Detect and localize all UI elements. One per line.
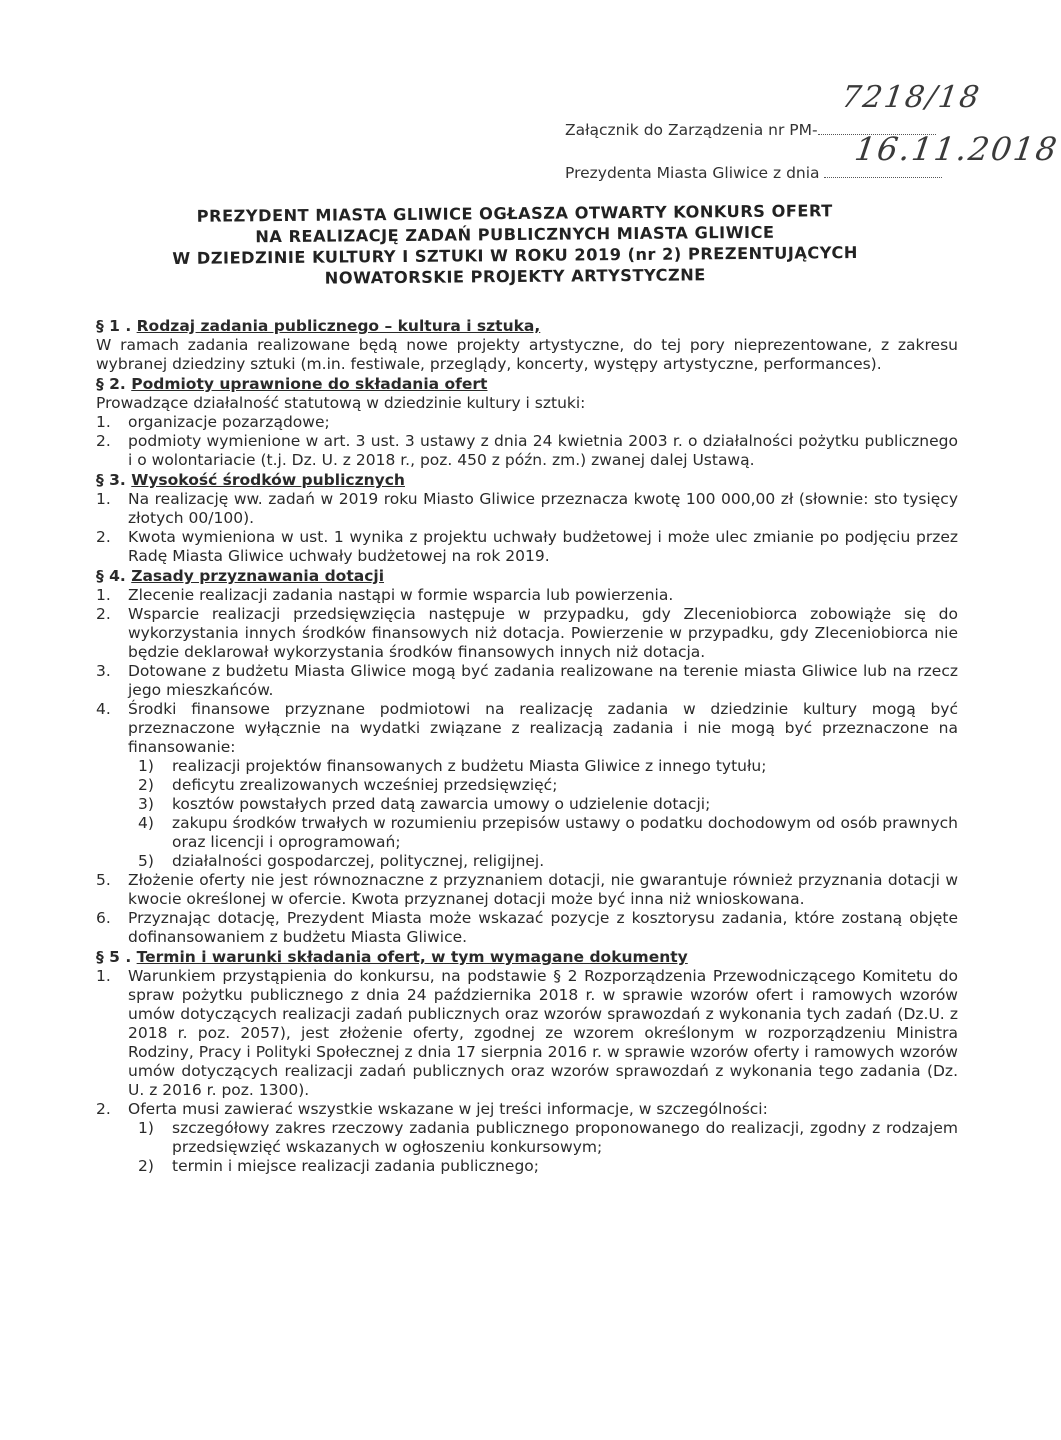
handwritten-date: 16.11.2018 (852, 130, 1061, 168)
sub-item (96, 757, 958, 776)
section-title: Termin i warunki składania ofert, w tym wymagane dokumenty (136, 948, 688, 966)
title-line: NOWATORSKIE PROJEKTY ARTYSTYCZNE (324, 265, 706, 288)
sub-item-number: 2) (138, 776, 154, 794)
sub-item-number: 2) (138, 1157, 154, 1175)
sub-item-text: realizacji projektów finansowanych z budżetu Miasta Gliwice z innego tytułu; (172, 757, 767, 775)
section-mark: § 4. (96, 567, 126, 585)
president-label: Prezydenta Miasta Gliwice z dnia (565, 164, 820, 182)
item-number: 1. (96, 413, 111, 431)
item-text: organizacje pozarządowe; (128, 413, 330, 431)
item-number: 2. (96, 1100, 111, 1118)
section-heading-1 (96, 317, 958, 336)
item-number: 2. (96, 528, 111, 546)
item-text: Zlecenie realizacji zadania nastąpi w formie wsparcia lub powierzenia. (128, 586, 674, 604)
item-number: 3. (96, 662, 111, 680)
item-number: 1. (96, 490, 111, 508)
item-number: 5. (96, 871, 111, 889)
sub-item-text: kosztów powstałych przed datą zawarcia umowy o udzielenie dotacji; (172, 795, 711, 813)
item-text: Przyznając dotację, Prezydent Miasta może wskazać pozycje z kosztorysu zadania, które zostaną objęte dofinansowaniem z budżetu Miasta Gliwice. (128, 909, 958, 946)
item-text: Kwota wymieniona w ust. 1 wynika z projektu uchwały budżetowej i może ulec zmianie po podjęciu przez Radę Miasta Gliwice uchwały budżetowej na rok 2019. (128, 528, 958, 565)
sub-item-text: szczegółowy zakres rzeczowy zadania publicznego proponowanego do realizacji, zgodny z rodzajem przedsięwzięć wskazanych w ogłoszeniu konkursowym; (172, 1119, 958, 1156)
list-item (96, 490, 958, 528)
sub-item-text: deficytu zrealizowanych wcześniej przedsięwzięć; (172, 776, 558, 794)
list-item (96, 586, 958, 605)
sub-item (96, 776, 958, 795)
item-number: 2. (96, 605, 111, 623)
title-line: PREZYDENT MIASTA GLIWICE OGŁASZA OTWARTY KONKURS OFERT (196, 201, 833, 226)
list-item (96, 662, 958, 700)
sub-item (96, 795, 958, 814)
section-heading-5 (96, 948, 958, 967)
section-title: Wysokość środków publicznych (131, 471, 405, 489)
item-text: Warunkiem przystąpienia do konkursu, na podstawie § 2 Rozporządzenia Przewodniczącego Komitetu do spraw pożytku publicznego z dnia 24 października 2018 r. w sprawie wzorów ofert i ramowych wzorów umów dotyczących realizacji zadań publicznych oraz wzorów sprawozdań z wykonania tych zadań (Dz.U. z 2018 r. poz. 2057), jest złożenie oferty, zgodnej ze wzorem określonym w rozporządzeniu Ministra Rodziny, Pracy i Polityki Społecznej z dnia 17 sierpnia 2016 r. w sprawie wzorów oferty i ramowych wzorów umów dotyczących realizacji zadań publicznych oraz wzorów sprawozdań z wykonania tego zadania (Dz. U. z 2016 r. poz. 1300). (128, 967, 958, 1099)
item-text: Na realizację ww. zadań w 2019 roku Miasto Gliwice przeznacza kwotę 100 000,00 zł (słownie: sto tysięcy złotych 00/100). (128, 490, 958, 527)
section-2-intro: Prowadzące działalność statutową w dziedzinie kultury i sztuki: (96, 394, 586, 412)
list-item (96, 413, 958, 432)
list-item (96, 700, 958, 757)
section-title: Zasady przyznawania dotacji (131, 567, 385, 585)
item-text: Dotowane z budżetu Miasta Gliwice mogą być zadania realizowane na terenie miasta Gliwice lub na rzecz jego mieszkańców. (128, 662, 958, 699)
sub-item (96, 814, 958, 852)
sub-item-text: termin i miejsce realizacji zadania publicznego; (172, 1157, 539, 1175)
list-item (96, 967, 958, 1100)
item-text: podmioty wymienione w art. 3 ust. 3 ustawy z dnia 24 kwietnia 2003 r. o działalności pożytku publicznego i o wolontariacie (t.j. Dz. U. z 2018 r., poz. 450 z późn. zm.) zwanej dalej Ustawą. (128, 432, 958, 469)
section-1-text: W ramach zadania realizowane będą nowe projekty artystyczne, do tej pory nieprezentowane, z zakresu wybranej dziedziny sztuki (m.in. festiwale, przeglądy, koncerty, występy artystyczne, performances). (96, 336, 958, 373)
sub-item-number: 1) (138, 757, 154, 775)
item-text: Środki finansowe przyznane podmiotowi na realizację zadania w dziedzinie kultury mogą być przeznaczone wyłącznie na wydatki związane z realizacją zadania i nie mogą być przeznaczone na finansowanie: (128, 700, 958, 756)
handwritten-attachment-number: 7218/18 (839, 80, 984, 115)
item-number: 1. (96, 586, 111, 604)
sub-item-number: 4) (138, 814, 154, 832)
sub-item (96, 1157, 958, 1176)
item-text: Wsparcie realizacji przedsięwzięcia następuje w przypadku, gdy Zleceniobiorca zobowiąże się do wykorzystania innych środków finansowych niż dotacja. Powierzenie w przypadku, gdy Zleceniobiorca nie będzie deklarował wykorzystania środków finansowych innych niż dotacja. (128, 605, 958, 661)
announcement-title (100, 199, 931, 290)
section-mark: § 5 . (96, 948, 132, 966)
section-title: Podmioty uprawnione do składania ofert (131, 375, 488, 393)
list-item (96, 909, 958, 947)
sub-item (96, 1119, 958, 1157)
list-item (96, 528, 958, 566)
list-item (96, 605, 958, 662)
attachment-label: Załącznik do Zarządzenia nr PM- (565, 121, 818, 139)
list-item (96, 1100, 958, 1119)
item-number: 1. (96, 967, 111, 985)
list-item (96, 871, 958, 909)
section-mark: § 3. (96, 471, 126, 489)
section-heading-4 (96, 567, 958, 586)
item-number: 2. (96, 432, 111, 450)
item-text: Oferta musi zawierać wszystkie wskazane w jej treści informacje, w szczególności: (128, 1100, 768, 1118)
section-heading-3 (96, 471, 958, 490)
list-item (96, 432, 958, 470)
item-number: 4. (96, 700, 111, 718)
section-heading-2 (96, 375, 958, 394)
section-mark: § 1 . (96, 317, 132, 335)
sub-item-number: 3) (138, 795, 154, 813)
sub-item-number: 5) (138, 852, 154, 870)
sub-item-text: działalności gospodarczej, politycznej, religijnej. (172, 852, 545, 870)
sub-item-number: 1) (138, 1119, 154, 1137)
sub-item (96, 852, 958, 871)
sub-item-text: zakupu środków trwałych w rozumieniu przepisów ustawy o podatku dochodowym od osób prawnych oraz licencji i oprogramowań; (172, 814, 958, 851)
section-mark: § 2. (96, 375, 126, 393)
item-number: 6. (96, 909, 111, 927)
section-title: Rodzaj zadania publicznego – kultura i sztuka, (136, 317, 541, 335)
title-line: NA REALIZACJĘ ZADAŃ PUBLICZNYCH MIASTA GLIWICE (255, 222, 775, 247)
document-body (96, 316, 958, 1176)
item-text: Złożenie oferty nie jest równoznaczne z przyznaniem dotacji, nie gwarantuje również przyznania dotacji w kwocie określonej w ofercie. Kwota przyznanej dotacji może być inna niż wnioskowana. (128, 871, 958, 908)
title-line: W DZIEDZINIE KULTURY I SZTUKI W ROKU 2019 (nr 2) PREZENTUJĄCYCH (172, 243, 858, 268)
